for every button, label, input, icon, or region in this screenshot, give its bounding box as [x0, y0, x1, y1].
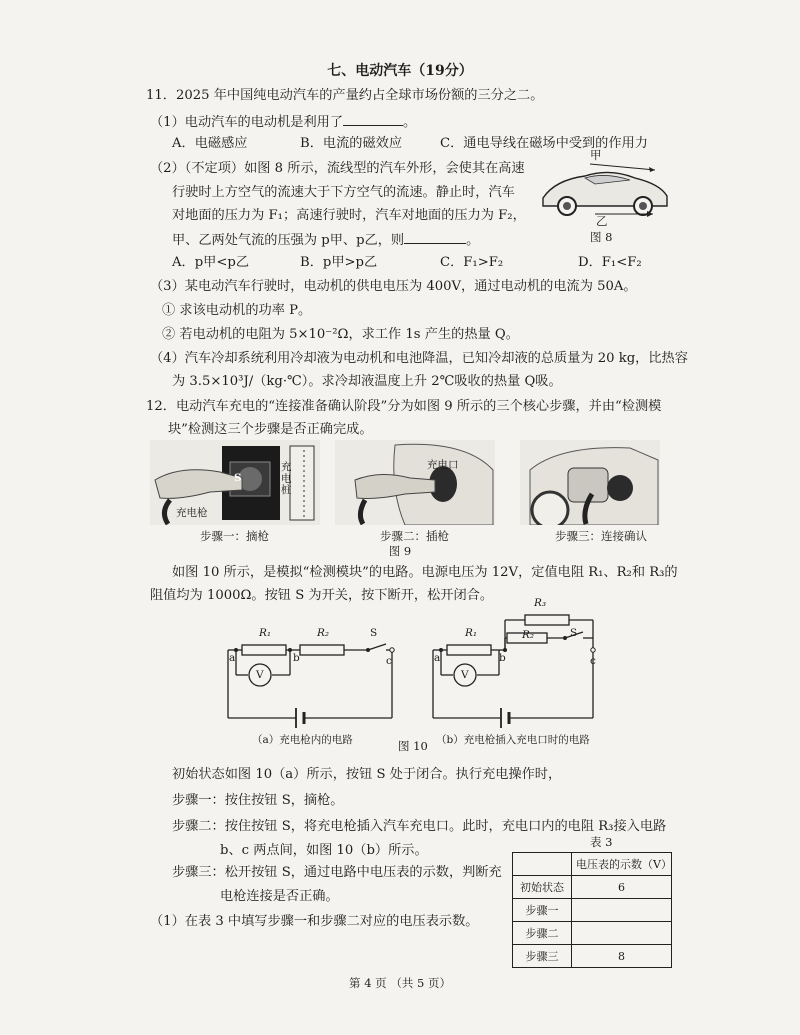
fig8-label-yi: 乙	[596, 214, 608, 228]
q11-p1-option-c: C．通电导线在磁场中受到的作用力	[440, 136, 648, 151]
fig10b-c: c	[590, 655, 596, 667]
table-row	[513, 853, 672, 876]
q11-part2-line1: （2）（不定项）如图 8 所示，流线型的汽车外形，会使其在高速	[150, 161, 525, 176]
table3-title: 表 3	[590, 835, 613, 849]
q12-stem-line1: 12．电动汽车充电的“连接准备确认阶段”分为如图 9 所示的三个核心步骤，并由“检测模	[146, 399, 662, 414]
table-cell: 8	[572, 945, 672, 968]
answer-blank[interactable]	[343, 114, 403, 126]
fig9-label-s: S	[234, 472, 242, 484]
q12-desc-line1: 如图 10 所示，是模拟“检测模块”的电路。电源电压为 12V，定值电阻 R₁、R₂和 R₃的	[172, 565, 678, 580]
fig9-label-port: 充电口	[427, 459, 459, 471]
q12-step1: 步骤一：按住按钮 S，摘枪。	[172, 793, 344, 808]
q11-part2-end: 。	[466, 233, 480, 248]
q11-part1-text: （1）电动汽车的电动机是利用了	[150, 115, 344, 130]
fig10b-S: S	[570, 627, 578, 639]
page-footer: 第 4 页 （共 5 页）	[349, 976, 451, 990]
q12-step2-line2: b、c 两点间，如图 10（b）所示。	[220, 843, 428, 858]
fig10a-b: b	[293, 652, 300, 664]
q11-p1-option-b: B．电流的磁效应	[300, 136, 403, 151]
q11-part1	[150, 114, 416, 129]
q11-p2-option-b: B．p甲>p乙	[300, 255, 378, 270]
fig10a-caption: （a）充电枪内的电路	[252, 734, 353, 746]
q12-step2-line1: 步骤二：按住按钮 S，将充电枪插入汽车充电口。此时，充电口内的电阻 R₃接入电路	[172, 819, 667, 834]
fig10b-a: a	[434, 652, 441, 664]
fig10b-voltmeter: V	[461, 669, 469, 681]
q11-part2-line2: 行驶时上方空气的流速大于下方空气的流速。静止时，汽车	[172, 185, 515, 200]
q11-stem: 11．2025 年中国纯电动汽车的产量约占全球市场份额的三分之二。	[146, 88, 544, 103]
q11-part3-1: ① 求该电动机的功率 P。	[162, 303, 312, 318]
fig8-caption: 图 8	[590, 230, 613, 244]
table-row-label: 步骤一	[513, 899, 572, 922]
fig10b-caption: （b）充电枪插入充电口时的电路	[436, 734, 590, 746]
fig10a-c: c	[386, 655, 392, 667]
fig10b-b: b	[499, 652, 506, 664]
fig9-label-pile: 充电桩	[281, 461, 292, 497]
q11-part2-line4-text: 甲、乙两处气流的压强为 p甲、p乙，则	[172, 233, 405, 248]
fig8-label-jia: 甲	[590, 148, 602, 162]
q11-part1-end: 。	[403, 115, 417, 130]
fig10b-R3: R₃	[534, 597, 547, 609]
table-cell: 6	[572, 876, 672, 899]
q12-sub1: （1）在表 3 中填写步骤一和步骤二对应的电压表示数。	[150, 914, 479, 929]
table-answer-cell[interactable]	[572, 899, 672, 922]
fig10a-R1: R₁	[259, 627, 272, 639]
q11-p2-option-d: D．F₁<F₂	[578, 255, 642, 270]
q12-step3-line1: 步骤三：松开按钮 S，通过电路中电压表的示数，判断充	[172, 865, 502, 880]
fig10b-R2: R₂	[522, 629, 535, 641]
figure-9-step2-photo	[335, 440, 495, 525]
q11-part3-2: ② 若电动机的电阻为 5×10⁻²Ω，求工作 1s 产生的热量 Q。	[162, 327, 519, 342]
table-answer-cell[interactable]	[572, 922, 672, 945]
fig10a-a: a	[229, 652, 236, 664]
q11-p1-option-a: A．电磁感应	[172, 136, 248, 151]
table-3	[512, 852, 672, 968]
fig9-step1-caption: 步骤一：摘枪	[200, 529, 269, 543]
fig10a-voltmeter: V	[256, 669, 264, 681]
q12-stem-line2: 块”检测这三个步骤是否正确完成。	[168, 422, 373, 437]
table-row-label: 初始状态	[513, 876, 572, 899]
table-row	[513, 945, 672, 968]
fig10b-R1: R₁	[465, 627, 478, 639]
table-row-label: 步骤二	[513, 922, 572, 945]
fig10a-S: S	[370, 627, 378, 639]
q11-p2-option-a: A．p甲<p乙	[172, 255, 250, 270]
fig10-caption: 图 10	[398, 739, 428, 753]
table-row-label: 步骤三	[513, 945, 572, 968]
figure-10a-circuit	[220, 620, 410, 730]
q11-part2-line3: 对地面的压力为 F₁；高速行驶时，汽车对地面的压力为 F₂，	[172, 208, 526, 223]
figure-9-step3-photo	[520, 440, 660, 525]
q12-desc-line2: 阻值均为 1000Ω。按钮 S 为开关，按下断开，松开闭合。	[150, 588, 494, 603]
table-row	[513, 922, 672, 945]
figure-10b-circuit	[425, 597, 615, 730]
fig9-step2-caption: 步骤二：插枪	[380, 529, 449, 543]
table-row	[513, 876, 672, 899]
fig9-step3-caption: 步骤三：连接确认	[555, 529, 647, 543]
fig10a-R2: R₂	[317, 627, 330, 639]
q11-part3: （3）某电动汽车行驶时，电动机的供电电压为 400V，通过电动机的电流为 50A。	[150, 279, 637, 294]
q12-step3-line2: 电枪连接是否正确。	[220, 889, 339, 904]
q11-p2-option-c: C．F₁>F₂	[440, 255, 504, 270]
q12-initial-state: 初始状态如图 10（a）所示，按钮 S 处于闭合。执行充电操作时，	[172, 767, 562, 782]
answer-blank[interactable]	[404, 232, 466, 244]
q11-part2-line4	[172, 232, 479, 247]
q11-part4-line2: 为 3.5×10³J/（kg·℃）。求冷却液温度上升 2℃吸收的热量 Q吸。	[172, 374, 562, 389]
section-title: 七、电动汽车（19分）	[327, 63, 473, 79]
q11-part4-line1: （4）汽车冷却系统利用冷却液为电动机和电池降温，已知冷却液的总质量为 20 kg，比热容	[150, 351, 688, 366]
table-header: 电压表的示数（V）	[572, 853, 672, 876]
table-row	[513, 899, 672, 922]
fig9-caption: 图 9	[388, 544, 412, 558]
fig9-label-gun: 充电枪	[176, 507, 208, 519]
table-cell	[513, 853, 572, 876]
